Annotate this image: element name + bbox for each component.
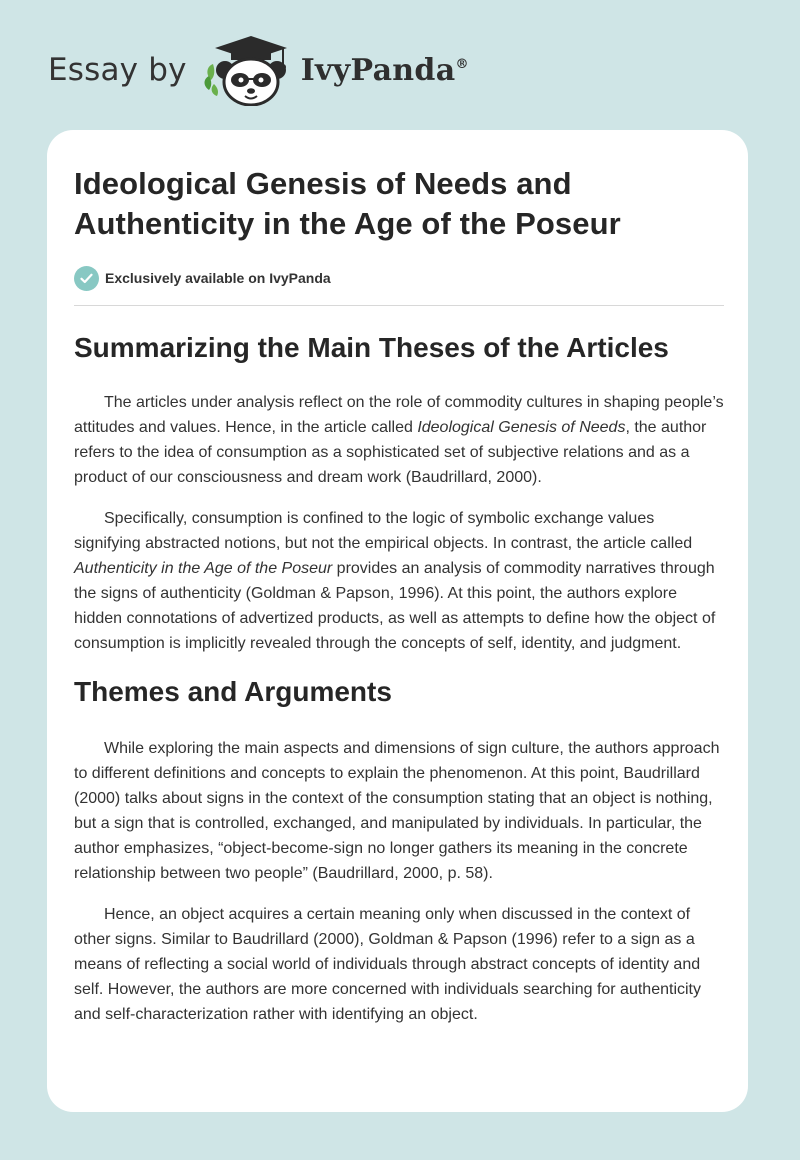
site-header <box>48 34 469 106</box>
essay-by-label: Essay by <box>48 52 187 88</box>
paragraph: The articles under analysis reflect on the role of commodity cultures in shaping people’s attitudes and values. Hence, in the article called Ideological Genesis of Needs, the author refers to the idea of consumption as a sophisticated set of subjective relations and as a product of our consciousness and dream work (Baudrillard, 2000). <box>74 394 724 486</box>
exclusive-badge <box>74 265 724 291</box>
panda-logo-icon <box>201 34 295 106</box>
section-heading: Summarizing the Main Theses of the Articles <box>74 332 669 363</box>
checkmark-icon <box>74 266 99 291</box>
exclusive-label: Exclusively available on IvyPanda <box>105 270 331 286</box>
paragraph: Specifically, consumption is confined to the logic of symbolic exchange values signifying abstracted notions, but not the empirical objects. In contrast, the article called Authenticity in the Age of the Poseur provides an analysis of commodity narratives through the signs of authenticity (Goldman & Papson, 1996). At this point, the authors explore hidden connotations of advertized products, as well as attempts to define how the object of consumption is implicitly revealed through the concepts of self, identity, and judgment. <box>74 510 716 652</box>
leaf-icon <box>204 64 218 96</box>
article-title-ref: Authenticity in the Age of the Poseur <box>74 560 333 577</box>
page-title: Ideological Genesis of Needs and Authenticity in the Age of the Poseur <box>74 166 621 241</box>
paragraph: Hence, an object acquires a certain meaning only when discussed in the context of other signs. Similar to Baudrillard (2000), Goldman & Papson (1996) refer to a sign as a means of reflecting a social world of individuals through abstract concepts of identity and self. However, the authors are more concerned with individuals searching for authenticity and self-characterization rather with identifying an object. <box>74 906 701 1023</box>
essay-card <box>47 130 748 1112</box>
brand-name: IvyPanda® <box>300 52 469 88</box>
divider <box>74 305 724 306</box>
essay-content <box>74 164 724 1027</box>
ivypanda-logo[interactable] <box>201 34 469 106</box>
paragraph: While exploring the main aspects and dimensions of sign culture, the authors approach to different definitions and concepts to explain the phenomenon. At this point, Baudrillard (2000) talks about signs in the context of the consumption stating that an object is nothing, but a sign that is controlled, exchanged, and manipulated by individuals. In particular, the author emphasizes, “object-become-sign no longer gathers its meaning in the concrete relationship between two people” (Baudrillard, 2000, p. 58). <box>74 740 720 882</box>
section-heading: Themes and Arguments <box>74 676 392 707</box>
article-title-ref: Ideological Genesis of Needs <box>417 419 626 436</box>
registered-mark: ® <box>455 56 469 72</box>
